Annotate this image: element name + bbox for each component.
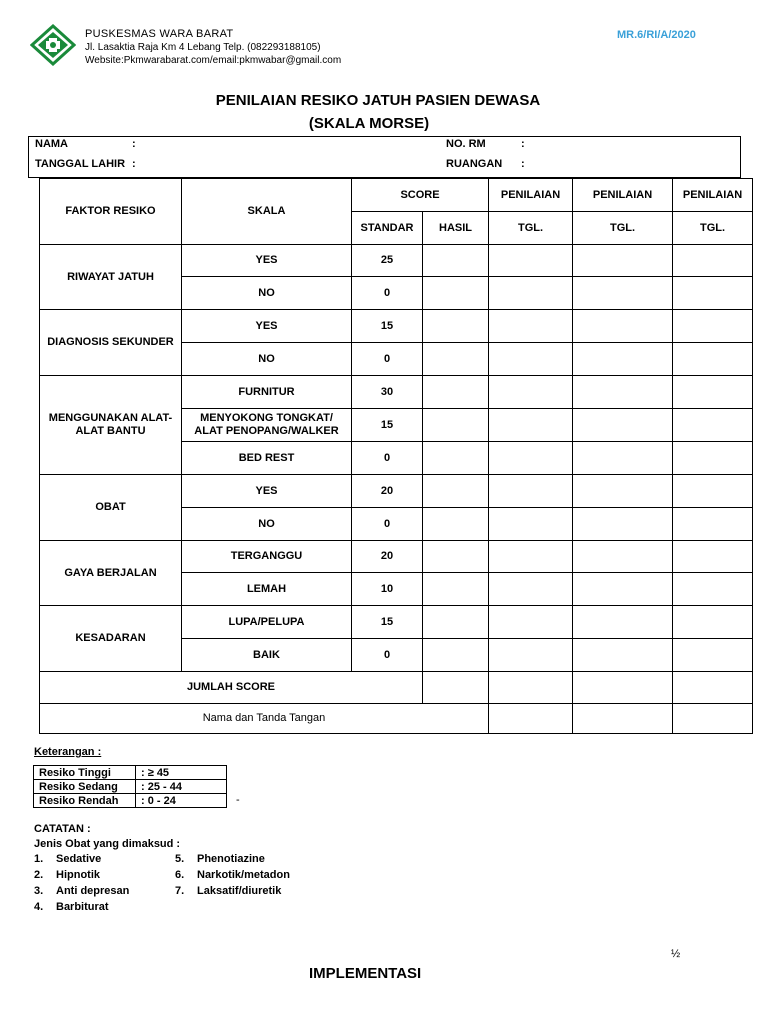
hasil-cell[interactable] (423, 606, 489, 639)
drug-item-number: 4. (34, 901, 44, 913)
factor-kesadaran: KESADARAN (40, 606, 182, 672)
skala-cell: TERGANGGU (182, 541, 352, 573)
no-rm-label: NO. RM (446, 138, 486, 150)
standar-score-cell: 15 (352, 409, 423, 442)
drug-item-name: Phenotiazine (197, 853, 265, 865)
penilaian-cell[interactable] (573, 541, 673, 573)
penilaian-cell[interactable] (673, 639, 753, 672)
faktor-resiko-header: FAKTOR RESIKO (40, 179, 182, 245)
ruangan-label: RUANGAN (446, 158, 503, 170)
penilaian-cell[interactable] (573, 343, 673, 376)
hasil-cell[interactable] (423, 409, 489, 442)
standar-score-cell: 0 (352, 639, 423, 672)
penilaian-cell[interactable] (489, 639, 573, 672)
factor-riwayat-jatuh: RIWAYAT JATUH (40, 245, 182, 310)
hasil-cell[interactable] (423, 343, 489, 376)
standar-score-cell: 0 (352, 508, 423, 541)
tgl-header-3: TGL. (673, 212, 753, 245)
penilaian-cell[interactable] (673, 606, 753, 639)
signature-cell[interactable] (673, 704, 753, 734)
jumlah-score-penilaian[interactable] (573, 672, 673, 704)
standar-score-cell: 0 (352, 343, 423, 376)
risk-level-label: Resiko Sedang (34, 780, 136, 794)
signature-cell[interactable] (489, 704, 573, 734)
hasil-cell[interactable] (423, 475, 489, 508)
jumlah-score-penilaian[interactable] (489, 672, 573, 704)
org-address: Jl. Lasaktia Raja Km 4 Lebang Telp. (082293188105) (85, 42, 321, 53)
drug-item-name: Barbiturat (56, 901, 109, 913)
org-website: Website:Pkmwarabarat.com/email:pkmwabar@gmail.com (85, 55, 342, 66)
catatan-label: CATATAN : (34, 823, 91, 835)
risk-level-range: : ≥ 45 (136, 766, 227, 780)
skala-cell: NO (182, 343, 352, 376)
penilaian-header-2: PENILAIAN (573, 179, 673, 212)
factor-diagnosis-sekunder: DIAGNOSIS SEKUNDER (40, 310, 182, 376)
penilaian-cell[interactable] (489, 475, 573, 508)
risk-level-label: Resiko Tinggi (34, 766, 136, 780)
nama-tanda-tangan-label: Nama dan Tanda Tangan (40, 704, 489, 734)
hasil-cell[interactable] (423, 639, 489, 672)
penilaian-cell[interactable] (673, 475, 753, 508)
drug-item-name: Laksatif/diuretik (197, 885, 282, 897)
morse-scale-table (39, 178, 753, 734)
ruangan-colon: : (521, 158, 525, 170)
penilaian-cell[interactable] (573, 508, 673, 541)
drug-item-name: Anti depresan (56, 885, 130, 897)
skala-cell: YES (182, 475, 352, 508)
hasil-cell[interactable] (423, 245, 489, 277)
jumlah-score-label: JUMLAH SCORE (40, 672, 423, 704)
tgl-header-1: TGL. (489, 212, 573, 245)
penilaian-cell[interactable] (489, 573, 573, 606)
drug-item-number: 5. (175, 853, 185, 865)
drug-item-number: 1. (34, 853, 44, 865)
penilaian-cell[interactable] (673, 310, 753, 343)
score-header: SCORE (352, 179, 489, 212)
penilaian-cell[interactable] (573, 310, 673, 343)
skala-cell: LEMAH (182, 573, 352, 606)
penilaian-cell[interactable] (673, 442, 753, 475)
standar-score-cell: 20 (352, 541, 423, 573)
drug-item-number: 6. (175, 869, 185, 881)
hasil-cell[interactable] (423, 310, 489, 343)
penilaian-cell[interactable] (489, 606, 573, 639)
skala-header: SKALA (182, 179, 352, 245)
penilaian-cell[interactable] (489, 310, 573, 343)
penilaian-cell[interactable] (489, 343, 573, 376)
hasil-cell[interactable] (423, 573, 489, 606)
risk-level-range: : 25 - 44 (136, 780, 227, 794)
no-rm-colon: : (521, 138, 525, 150)
factor-obat: OBAT (40, 475, 182, 541)
drug-item-name: Hipnotik (56, 869, 100, 881)
skala-cell: YES (182, 245, 352, 277)
penilaian-cell[interactable] (573, 245, 673, 277)
standar-score-cell: 20 (352, 475, 423, 508)
tgl-header-2: TGL. (573, 212, 673, 245)
standar-score-cell: 30 (352, 376, 423, 409)
puskesmas-logo-icon (30, 24, 76, 66)
penilaian-cell[interactable] (489, 277, 573, 310)
skala-cell: BED REST (182, 442, 352, 475)
penilaian-cell[interactable] (573, 409, 673, 442)
penilaian-cell[interactable] (573, 606, 673, 639)
penilaian-cell[interactable] (573, 277, 673, 310)
tanggal-lahir-label: TANGGAL LAHIR (35, 158, 126, 170)
hasil-cell[interactable] (423, 376, 489, 409)
penilaian-cell[interactable] (673, 409, 753, 442)
drug-item-number: 2. (34, 869, 44, 881)
penilaian-cell[interactable] (673, 245, 753, 277)
penilaian-cell[interactable] (673, 376, 753, 409)
standar-score-cell: 15 (352, 310, 423, 343)
penilaian-cell[interactable] (573, 573, 673, 606)
standar-score-cell: 25 (352, 245, 423, 277)
patient-info-box (28, 136, 741, 178)
implementasi-heading: IMPLEMENTASI (309, 965, 422, 982)
penilaian-cell[interactable] (673, 277, 753, 310)
penilaian-cell[interactable] (489, 376, 573, 409)
skala-cell: NO (182, 508, 352, 541)
hasil-cell[interactable] (423, 541, 489, 573)
risk-level-label: Resiko Rendah (34, 794, 136, 808)
drug-item-name: Sedative (56, 853, 102, 865)
skala-cell: YES (182, 310, 352, 343)
risk-level-range: : 0 - 24 (136, 794, 227, 808)
penilaian-header-1: PENILAIAN (489, 179, 573, 212)
hasil-cell[interactable] (423, 508, 489, 541)
drug-item-number: 7. (175, 885, 185, 897)
standar-score-cell: 0 (352, 277, 423, 310)
standar-score-cell: 10 (352, 573, 423, 606)
standar-score-cell: 15 (352, 606, 423, 639)
penilaian-cell[interactable] (489, 245, 573, 277)
penilaian-header-3: PENILAIAN (673, 179, 753, 212)
skala-cell: MENYOKONG TONGKAT/ ALAT PENOPANG/WALKER (182, 409, 352, 442)
penilaian-cell[interactable] (573, 442, 673, 475)
penilaian-cell[interactable] (673, 573, 753, 606)
hasil-cell[interactable] (423, 277, 489, 310)
signature-cell[interactable] (573, 704, 673, 734)
risk-level-legend (33, 765, 227, 808)
factor-gaya-berjalan: GAYA BERJALAN (40, 541, 182, 606)
hasil-header: HASIL (423, 212, 489, 245)
skala-cell: NO (182, 277, 352, 310)
drug-item-name: Narkotik/metadon (197, 869, 290, 881)
skala-cell: LUPA/PELUPA (182, 606, 352, 639)
dash-mark: - (236, 794, 240, 806)
penilaian-cell[interactable] (673, 541, 753, 573)
skala-cell: BAIK (182, 639, 352, 672)
standar-score-cell: 0 (352, 442, 423, 475)
penilaian-cell[interactable] (489, 508, 573, 541)
form-title: PENILAIAN RESIKO JATUH PASIEN DEWASA (215, 92, 541, 109)
document-code: MR.6/RI/A/2020 (617, 29, 696, 41)
penilaian-cell[interactable] (573, 376, 673, 409)
penilaian-cell[interactable] (489, 541, 573, 573)
jumlah-score-penilaian[interactable] (673, 672, 753, 704)
jenis-obat-label: Jenis Obat yang dimaksud : (34, 838, 181, 850)
form-subtitle: (SKALA MORSE) (308, 115, 430, 132)
keterangan-label: Keterangan : (34, 746, 102, 758)
drug-item-number: 3. (34, 885, 44, 897)
hasil-cell[interactable] (423, 442, 489, 475)
penilaian-cell[interactable] (673, 508, 753, 541)
penilaian-cell[interactable] (673, 343, 753, 376)
penilaian-cell[interactable] (573, 475, 673, 508)
tanggal-lahir-colon: : (132, 158, 136, 170)
standar-header: STANDAR (352, 212, 423, 245)
jumlah-score-hasil[interactable] (423, 672, 489, 704)
factor-alat-bantu: MENGGUNAKAN ALAT-ALAT BANTU (40, 376, 182, 475)
nama-label: NAMA (35, 138, 68, 150)
nama-colon: : (132, 138, 136, 150)
skala-cell: FURNITUR (182, 376, 352, 409)
org-name: PUSKESMAS WARA BARAT (85, 28, 234, 40)
penilaian-cell[interactable] (573, 639, 673, 672)
page-fraction: ½ (671, 948, 681, 960)
penilaian-cell[interactable] (489, 442, 573, 475)
penilaian-cell[interactable] (489, 409, 573, 442)
